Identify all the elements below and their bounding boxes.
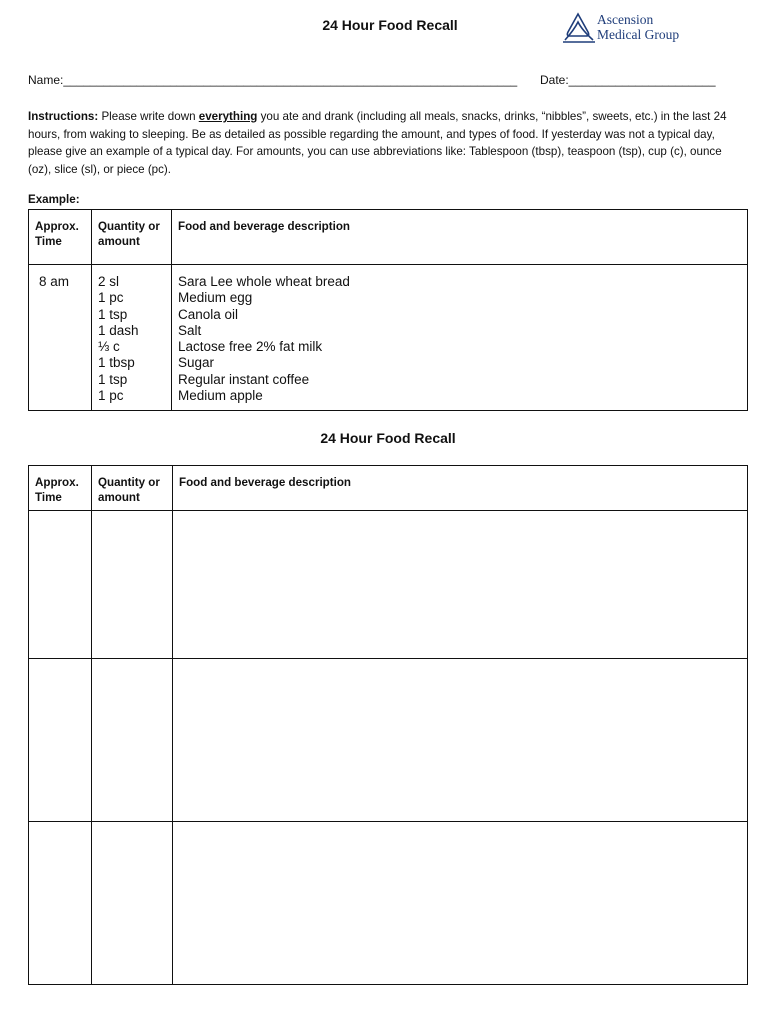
logo-line-2: Medical Group xyxy=(597,27,680,42)
header-food-description: Food and beverage description xyxy=(172,210,748,265)
date-field[interactable]: Date:______________________ xyxy=(540,73,716,87)
example-quantity: 1 tsp xyxy=(98,371,128,387)
example-food: Regular instant coffee xyxy=(178,371,310,387)
example-food: Medium egg xyxy=(178,290,253,306)
recall-entry-row xyxy=(29,659,748,822)
example-row xyxy=(29,265,748,411)
food-entry-cell[interactable] xyxy=(173,822,748,985)
page-title: 24 Hour Food Recall xyxy=(322,17,458,33)
ascension-logo xyxy=(562,12,712,46)
quantity-entry-cell[interactable] xyxy=(92,822,173,985)
time-entry-cell[interactable] xyxy=(29,659,92,822)
recall-table xyxy=(28,465,748,985)
time-entry-cell[interactable] xyxy=(29,511,92,659)
header-food-description: Food and beverage description xyxy=(173,466,748,511)
instructions-emphasis: everything xyxy=(198,110,258,123)
example-quantity: 1 dash xyxy=(98,322,139,338)
example-quantity: 1 pc xyxy=(98,388,124,404)
header-quantity: Quantity or amount xyxy=(92,466,173,511)
example-food: Lactose free 2% fat milk xyxy=(178,339,323,355)
food-entry-cell[interactable] xyxy=(173,511,748,659)
instructions-text-post: you ate and drank (including all meals, snacks, drinks, “nibbles”, sweets, etc.) in the last 24 hours, from waking to sleeping. Be as detailed as possible regarding the amount, and types of food. If yesterday was not a typical day, please give an example of a typical day. For amounts, you can use abbreviations like: Tablespoon (tbsp), teaspoon (tsp), cup (c), ounce (oz), slice (sl), or piece (pc). xyxy=(28,110,727,176)
example-quantity: 2 sl xyxy=(98,274,120,289)
ascension-trinity-icon xyxy=(562,12,596,44)
example-quantity: 1 pc xyxy=(98,290,124,306)
header-approx-time: Approx. Time xyxy=(29,210,92,265)
example-label: Example: xyxy=(28,193,80,206)
example-food: Salt xyxy=(178,322,202,338)
example-foods xyxy=(172,265,748,411)
example-table xyxy=(28,209,748,411)
example-food: Sara Lee whole wheat bread xyxy=(178,274,350,289)
example-food: Sugar xyxy=(178,355,215,371)
recall-header-row xyxy=(29,466,748,511)
example-quantity: ⅓ c xyxy=(98,339,120,355)
instructions-text-pre: Please write down xyxy=(98,110,199,123)
example-food: Canola oil xyxy=(178,306,239,322)
logo-text xyxy=(597,12,679,42)
quantity-entry-cell[interactable] xyxy=(92,659,173,822)
recall-entry-row xyxy=(29,511,748,659)
recall-section-title: 24 Hour Food Recall xyxy=(320,430,456,446)
example-quantity: 1 tbsp xyxy=(98,355,135,371)
header-quantity: Quantity or amount xyxy=(92,210,172,265)
instructions-label: Instructions: xyxy=(28,110,99,123)
example-time: 8 am xyxy=(29,265,92,411)
recall-entry-row xyxy=(29,822,748,985)
quantity-entry-cell[interactable] xyxy=(92,511,173,659)
logo-line-1: Ascension xyxy=(597,12,654,27)
name-field[interactable]: Name:____________________________________________________________________ xyxy=(28,73,518,87)
example-quantity: 1 tsp xyxy=(98,306,128,322)
food-entry-cell[interactable] xyxy=(173,659,748,822)
example-header-row xyxy=(29,210,748,265)
header-approx-time: Approx. Time xyxy=(29,466,92,511)
example-food: Medium apple xyxy=(178,388,263,404)
instructions-paragraph xyxy=(28,108,748,178)
time-entry-cell[interactable] xyxy=(29,822,92,985)
example-quantities xyxy=(92,265,172,411)
